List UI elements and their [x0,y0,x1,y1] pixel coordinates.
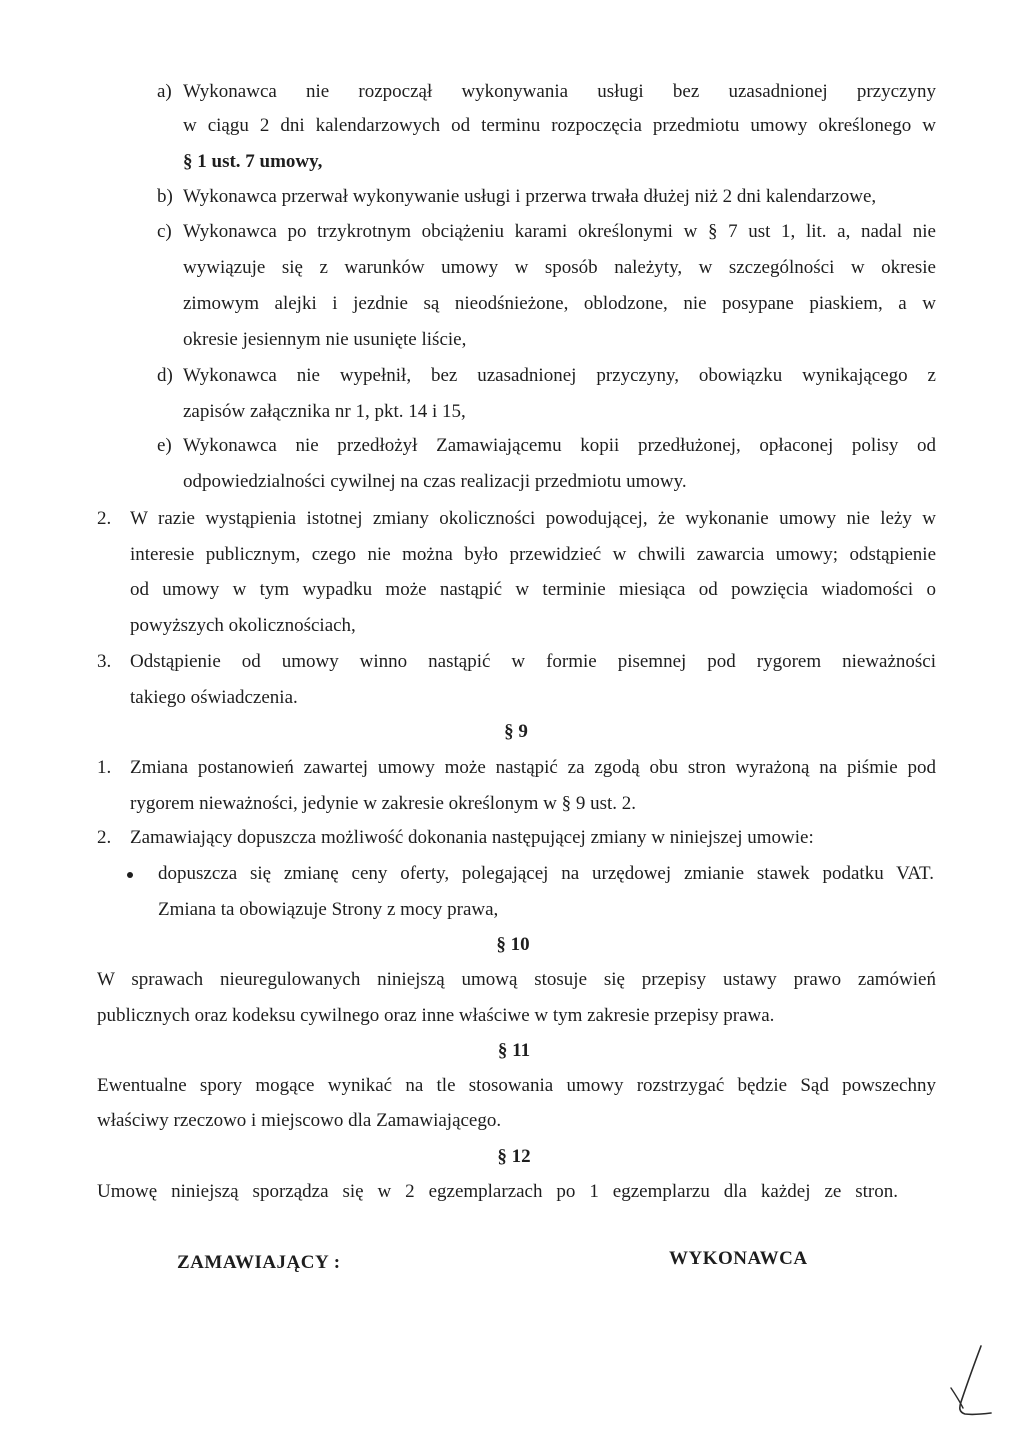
list-item-e-line-2: odpowiedzialności cywilnej na czas realizacji przedmiotu umowy. [183,471,687,492]
list-marker-c: c) [157,221,172,242]
list-marker-b: b) [157,186,173,207]
point-2-line-3: od umowy w tym wypadku może nastąpić w terminie miesiąca od powzięcia wiadomości o [130,579,936,600]
section-11-line-2: właściwy rzeczowo i miejscowo dla Zamawiającego. [97,1110,502,1131]
list-item-e-line-1: Wykonawca nie przedłożył Zamawiającemu kopii przedłużonej, opłaconej polisy od [183,435,936,456]
list-item-d-line-2: zapisów załącznika nr 1, pkt. 14 i 15, [183,401,466,422]
section-9-point-2-line-1: Zamawiający dopuszcza możliwość dokonania następującej zmiany w niniejszej umowie: [130,827,814,848]
section-10-heading: § 10 [496,934,530,955]
section-9-point-1-line-1: Zmiana postanowień zawartej umowy może nastąpić za zgodą obu stron wyrażoną na piśmie pod [130,757,936,778]
section-9-bullet-line-1: dopuszcza się zmianę ceny oferty, polegającej na urzędowej zmianie stawek podatku VAT. [158,863,934,884]
list-marker-a: a) [157,81,172,102]
section-11-heading: § 11 [497,1040,531,1061]
section-11-line-1: Ewentualne spory mogące wynikać na tle stosowania umowy rozstrzygać będzie Sąd powszechny [97,1075,936,1096]
signature-label-client: ZAMAWIAJĄCY : [177,1252,341,1273]
section-12-heading: § 12 [497,1146,531,1167]
section-9-point-1-line-2: rygorem nieważności, jedynie w zakresie określonym w § 9 ust. 2. [130,793,637,814]
list-item-c-line-3: zimowym alejki i jezdnie są nieodśnieżone, oblodzone, nie posypane piaskiem, a w [183,293,936,314]
list-item-b-line-1: Wykonawca przerwał wykonywanie usługi i przerwa trwała dłużej niż 2 dni kalendarzowe, [183,186,877,207]
signature-label-contractor: WYKONAWCA [669,1248,808,1269]
section-9-point-1-marker: 1. [97,757,112,778]
section-10-line-2: publicznych oraz kodeksu cywilnego oraz inne właściwe w tym zakresie przepisy prawa. [97,1005,775,1026]
section-10-line-1: W sprawach nieuregulowanych niniejszą umową stosuje się przepisy ustawy prawo zamówień [97,969,936,990]
list-item-c-line-2: wywiązuje się z warunków umowy w sposób należyty, w szczególności w okresie [183,257,936,278]
list-marker-d: d) [157,365,173,386]
section-9-bullet-line-2: Zmiana ta obowiązuje Strony z mocy prawa, [158,899,499,920]
point-2-line-2: interesie publicznym, czego nie można było przewidzieć w chwili zawarcia umowy; odstąpienie [130,544,936,565]
point-2-line-1: W razie wystąpienia istotnej zmiany okoliczności powodującej, że wykonanie umowy nie leży w [130,508,936,529]
section-9-heading: § 9 [504,721,528,742]
section-12-line-1: Umowę niniejszą sporządza się w 2 egzemplarzach po 1 egzemplarzu dla każdej ze stron. [97,1181,898,1202]
point-3-line-2: takiego oświadczenia. [130,687,298,708]
handwritten-paraph-mark [945,1342,995,1422]
point-2-marker: 2. [97,508,112,529]
list-item-a-line-1: Wykonawca nie rozpoczął wykonywania usługi bez uzasadnionej przyczyny [183,81,936,102]
section-9-point-2-marker: 2. [97,827,112,848]
point-2-line-4: powyższych okolicznościach, [130,615,356,636]
list-item-d-line-1: Wykonawca nie wypełnił, bez uzasadnionej przyczyny, obowiązku wynikającego z [183,365,936,386]
list-item-a-line-3: § 1 ust. 7 umowy, [183,151,323,172]
point-3-marker: 3. [97,651,112,672]
list-item-c-line-1: Wykonawca po trzykrotnym obciążeniu karami określonymi w § 7 ust 1, lit. a, nadal nie [183,221,936,242]
list-marker-e: e) [157,435,172,456]
point-3-line-1: Odstąpienie od umowy winno nastąpić w formie pisemnej pod rygorem nieważności [130,651,936,672]
bullet-dot [127,872,133,878]
list-item-c-line-4: okresie jesiennym nie usunięte liście, [183,329,467,350]
list-item-a-line-2: w ciągu 2 dni kalendarzowych od terminu rozpoczęcia przedmiotu umowy określonego w [183,115,936,136]
